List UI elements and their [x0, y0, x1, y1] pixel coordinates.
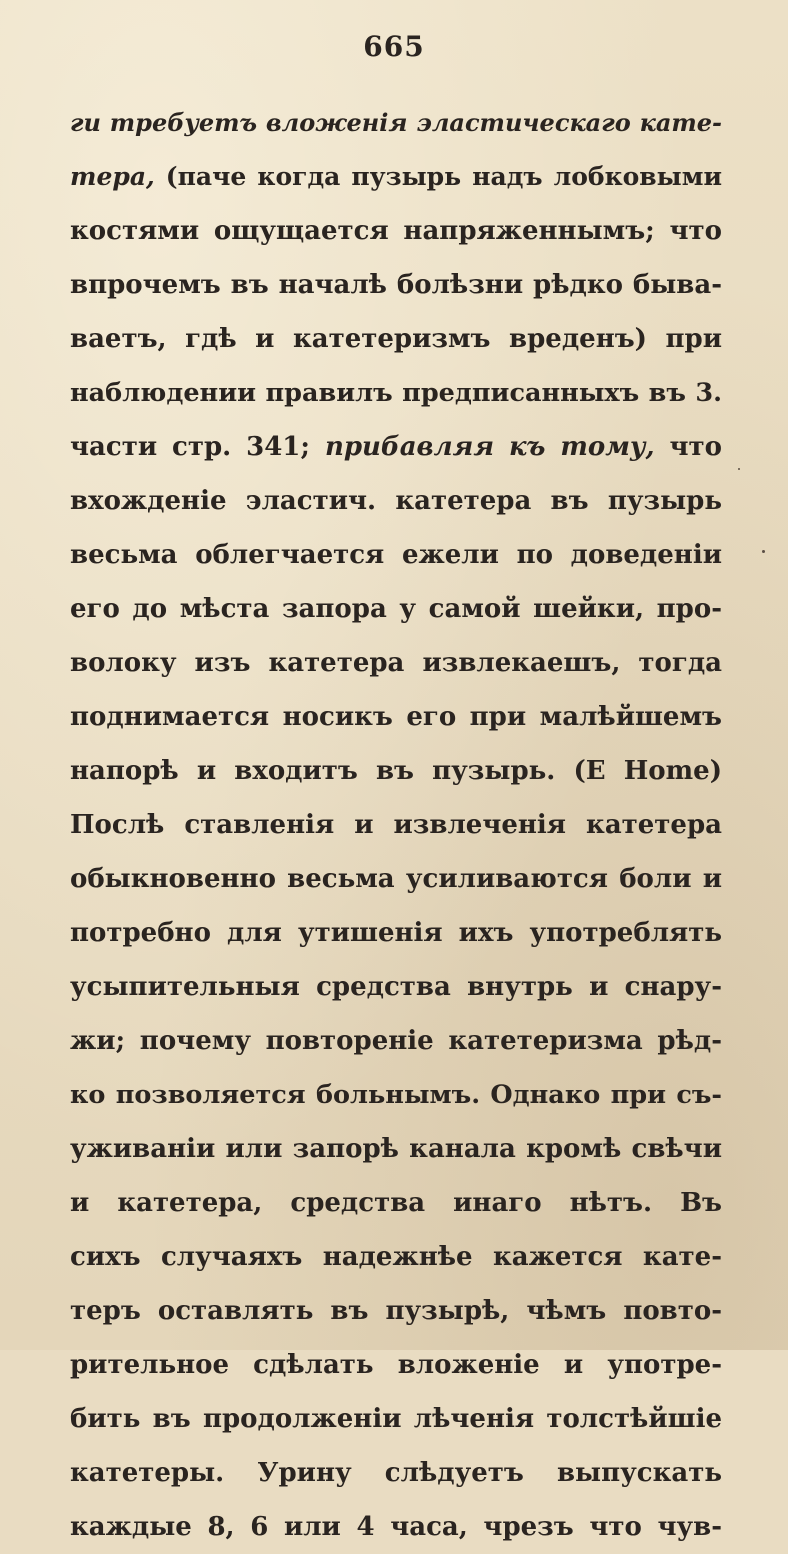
- text-line: [70, 474, 722, 528]
- text-segment: весьма облегчается ежели по доведеніи: [70, 540, 722, 570]
- text-line: [70, 1122, 722, 1176]
- text-segment: рительное сдѣлать вложеніе и употре-: [70, 1350, 722, 1380]
- text-segment: каждые 8, 6 или 4 часа, чрезъ что чув-: [70, 1512, 722, 1542]
- text-segment: ко позволяется больнымъ. Однако при съ-: [70, 1080, 722, 1110]
- text-line: [70, 798, 722, 852]
- text-line: [70, 96, 722, 150]
- text-segment: что: [654, 432, 722, 462]
- text-line: [70, 1500, 722, 1554]
- page-number: 665: [363, 30, 425, 63]
- text-line: [70, 366, 722, 420]
- text-segment: впрочемъ въ началѣ болѣзни рѣдко быва-: [70, 270, 722, 300]
- text-segment: наблюдении правилъ предписанныхъ въ 3.: [70, 378, 722, 408]
- text-line: [70, 1176, 722, 1230]
- italic-text: прибавляя къ тому,: [324, 432, 655, 462]
- text-segment: потребно для утишенія ихъ употреблять: [70, 918, 722, 948]
- text-line: [70, 1230, 722, 1284]
- text-segment: (паче когда пузырь надъ лобковыми: [154, 162, 722, 191]
- text-line: [70, 636, 722, 690]
- text-line: [70, 1338, 722, 1392]
- text-line: [70, 1068, 722, 1122]
- text-segment: сихъ случаяхъ надежнѣе кажется кате-: [70, 1242, 722, 1272]
- text-line: [70, 960, 722, 1014]
- text-segment: волоку изъ катетера извлекаешъ, тогда: [70, 648, 722, 678]
- italic-text: ги требуетъ вложенія эластическаго кате-: [70, 108, 722, 137]
- text-line: [70, 852, 722, 906]
- text-segment: бить въ продолженіи лѣченія толстѣйшіе: [70, 1404, 722, 1434]
- text-segment: напорѣ и входитъ въ пузырь. (E Home): [70, 756, 722, 786]
- text-line: [70, 420, 722, 474]
- text-segment: вхожденіе эластич. катетера въ пузырь: [70, 486, 722, 516]
- text-line: [70, 204, 722, 258]
- text-line: [70, 582, 722, 636]
- text-segment: теръ оставлять въ пузырѣ, чѣмъ повто-: [70, 1296, 722, 1326]
- text-line: [70, 258, 722, 312]
- text-line: [70, 528, 722, 582]
- text-segment: усыпительныя средства внутрь и снару-: [70, 972, 722, 1002]
- text-segment: жи; почему повтореніе катетеризма рѣд-: [70, 1026, 722, 1056]
- text-segment: его до мѣста запора у самой шейки, про-: [70, 594, 722, 624]
- text-segment: поднимается носикъ его при малѣйшемъ: [70, 702, 722, 732]
- text-line: [70, 1392, 722, 1446]
- text-line: [70, 1284, 722, 1338]
- paper-speck: [738, 468, 740, 470]
- text-line: [70, 906, 722, 960]
- italic-text: тера,: [70, 162, 155, 191]
- text-line: [70, 1014, 722, 1068]
- text-segment: обыкновенно весьма усиливаются боли и: [70, 864, 722, 894]
- text-segment: уживаніи или запорѣ канала кромѣ свѣчи: [70, 1134, 722, 1164]
- text-segment: и катетера, средства инаго нѣтъ. Въ: [70, 1188, 722, 1218]
- text-segment: костями ощущается напряженнымъ; что: [70, 216, 722, 246]
- paper-speck: [762, 550, 765, 553]
- text-segment: Послѣ ставленія и извлеченія катетера: [70, 810, 722, 840]
- body-text: [70, 96, 722, 1554]
- text-line: [70, 150, 722, 204]
- text-segment: части стр. 341;: [70, 432, 325, 462]
- text-line: [70, 312, 722, 366]
- text-line: [70, 1446, 722, 1500]
- text-segment: катетеры. Урину слѣдуетъ выпускать: [70, 1458, 722, 1488]
- text-line: [70, 744, 722, 798]
- text-line: [70, 690, 722, 744]
- text-segment: ваетъ, гдѣ и катетеризмъ вреденъ) при: [70, 324, 722, 354]
